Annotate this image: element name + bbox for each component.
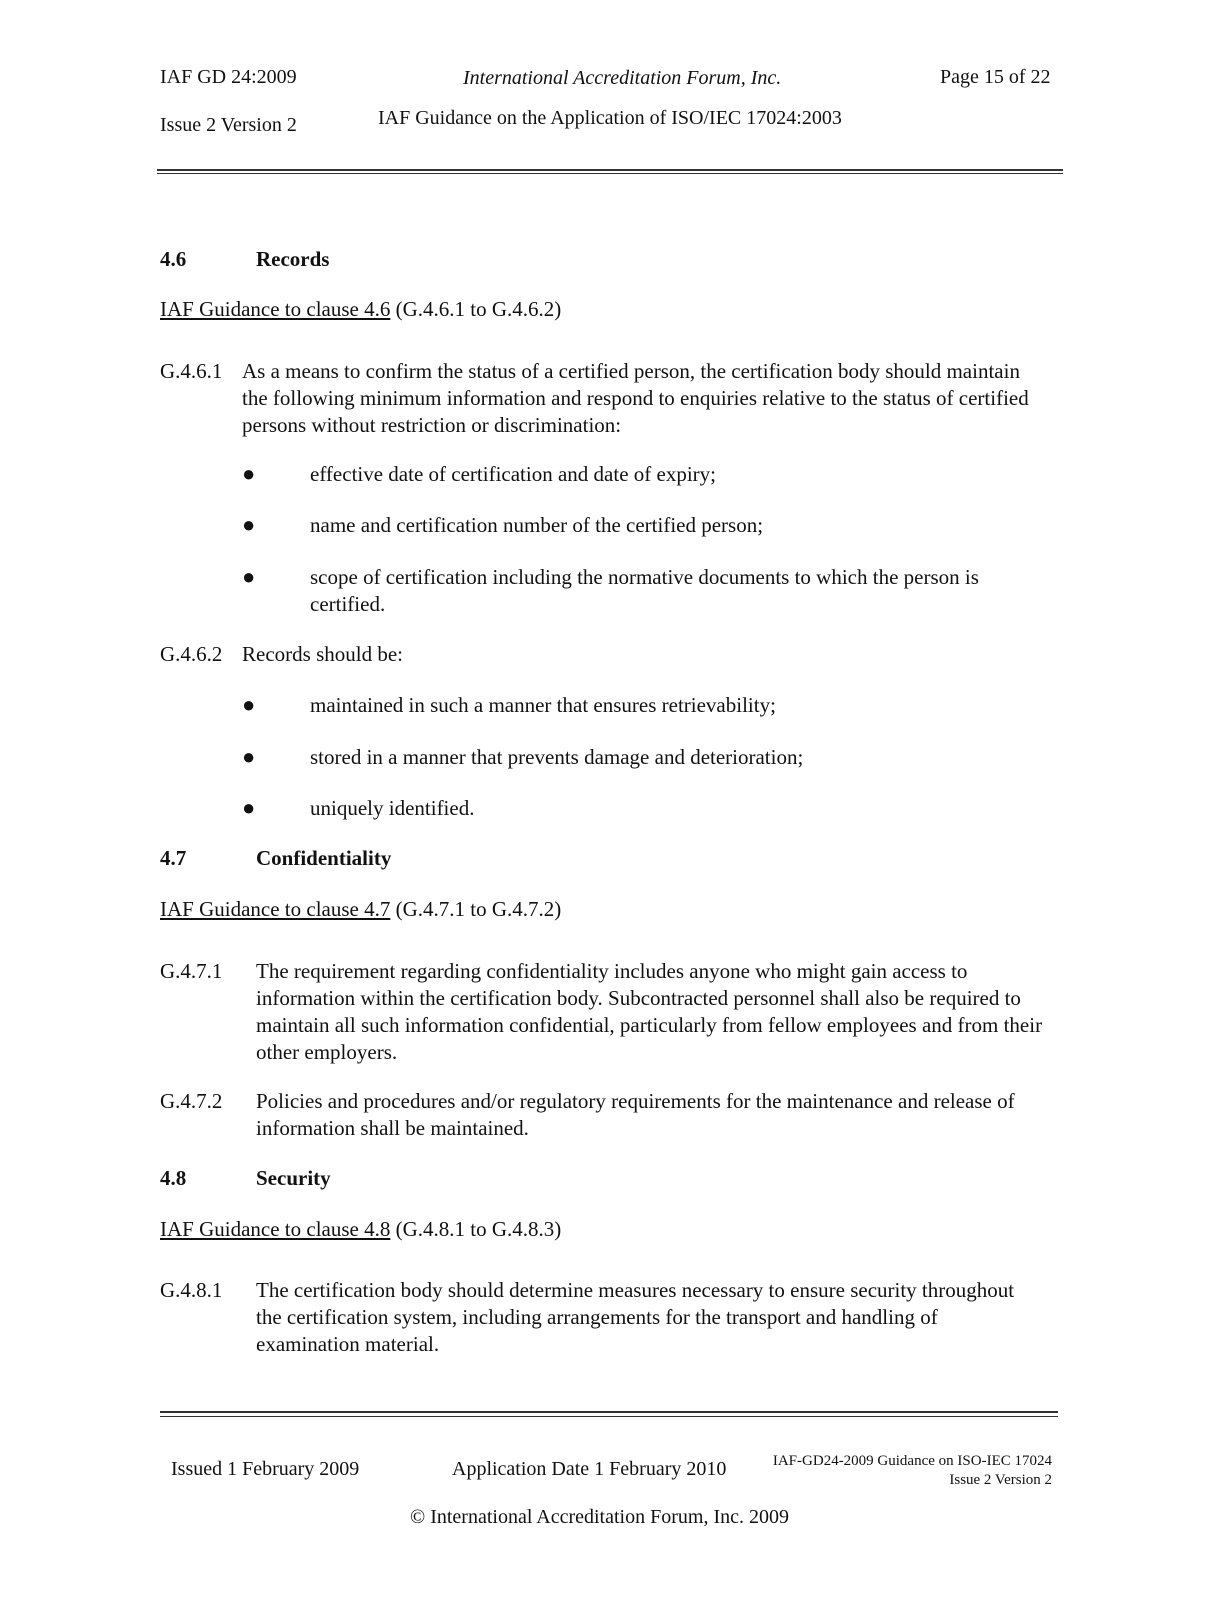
clause-text: Records should be: bbox=[242, 642, 403, 666]
section-title: Confidentiality bbox=[256, 846, 392, 870]
section-number: 4.6 bbox=[160, 247, 187, 271]
bullet-icon: ● bbox=[242, 564, 256, 589]
guidance-range: (G.4.7.1 to G.4.7.2) bbox=[390, 897, 562, 921]
list-item: effective date of certification and date of expiry; bbox=[310, 462, 716, 486]
bullet-icon: ● bbox=[242, 744, 256, 769]
bullet-icon: ● bbox=[242, 461, 256, 486]
guidance-line bbox=[160, 896, 561, 923]
bullet-icon: ● bbox=[242, 512, 256, 537]
header-rule bbox=[157, 169, 1063, 171]
footer-rule-2 bbox=[160, 1416, 1058, 1417]
guidance-range: (G.4.8.1 to G.4.8.3) bbox=[390, 1217, 562, 1241]
list-item: uniquely identified. bbox=[310, 796, 475, 820]
clause-number: G.4.7.1 bbox=[160, 959, 223, 983]
list-item: stored in a manner that prevents damage and deterioration; bbox=[310, 745, 804, 769]
doc-reference-line: Issue 2 Version 2 bbox=[949, 1472, 1052, 1488]
bullet-icon: ● bbox=[242, 795, 256, 820]
page-number: Page 15 of 22 bbox=[940, 66, 1051, 88]
clause-text: The requirement regarding confidentiality includes anyone who might gain access to information within the certification body. Subcontracted personnel shall also be required to maintain all such information confidential, particularly from fellow employees and from their other employers. bbox=[256, 959, 1043, 1064]
clause-number: G.4.7.2 bbox=[160, 1089, 223, 1113]
clause-number: G.4.6.2 bbox=[160, 642, 223, 666]
application-date: Application Date 1 February 2010 bbox=[452, 1458, 727, 1480]
guidance-link[interactable]: IAF Guidance to clause 4.8 bbox=[160, 1217, 391, 1241]
org-name: International Accreditation Forum, Inc. bbox=[463, 67, 782, 89]
footer-rule bbox=[160, 1411, 1058, 1413]
section-number: 4.8 bbox=[160, 1166, 187, 1190]
doc-reference-line: IAF-GD24-2009 Guidance on ISO-IEC 17024 bbox=[772, 1453, 1052, 1469]
section-number: 4.7 bbox=[160, 846, 187, 870]
clause-text: As a means to confirm the status of a certified person, the certification body should maintain the following minimum information and respond to enquiries relative to the status of certified persons without restriction or discrimination: bbox=[242, 359, 1029, 437]
doc-reference bbox=[773, 1452, 1052, 1490]
bullet-icon: ● bbox=[242, 692, 256, 717]
clause-text: Policies and procedures and/or regulatory requirements for the maintenance and release of information shall be maintained. bbox=[256, 1089, 1015, 1140]
guidance-range: (G.4.6.1 to G.4.6.2) bbox=[390, 297, 562, 321]
clause-text: The certification body should determine measures necessary to ensure security throughout the certification system, including arrangements for the transport and handling of examination material. bbox=[256, 1278, 1015, 1356]
section-title: Security bbox=[256, 1166, 331, 1190]
list-item: name and certification number of the certified person; bbox=[310, 513, 764, 537]
doc-id: IAF GD 24:2009 bbox=[160, 66, 297, 88]
doc-title: IAF Guidance on the Application of ISO/IEC 17024:2003 bbox=[378, 107, 842, 129]
issued-date: Issued 1 February 2009 bbox=[171, 1458, 360, 1480]
guidance-link[interactable]: IAF Guidance to clause 4.7 bbox=[160, 897, 391, 921]
issue-version: Issue 2 Version 2 bbox=[160, 114, 297, 136]
list-item: scope of certification including the normative documents to which the person is certified. bbox=[310, 565, 979, 616]
guidance-line bbox=[160, 296, 561, 323]
header-rule-2 bbox=[157, 173, 1063, 174]
copyright: © International Accreditation Forum, Inc. 2009 bbox=[410, 1506, 789, 1528]
clause-number: G.4.8.1 bbox=[160, 1278, 223, 1302]
guidance-line bbox=[160, 1216, 561, 1243]
section-title: Records bbox=[256, 247, 330, 271]
list-item: maintained in such a manner that ensures retrievability; bbox=[310, 693, 776, 717]
clause-number: G.4.6.1 bbox=[160, 359, 223, 383]
guidance-link[interactable]: IAF Guidance to clause 4.6 bbox=[160, 297, 391, 321]
